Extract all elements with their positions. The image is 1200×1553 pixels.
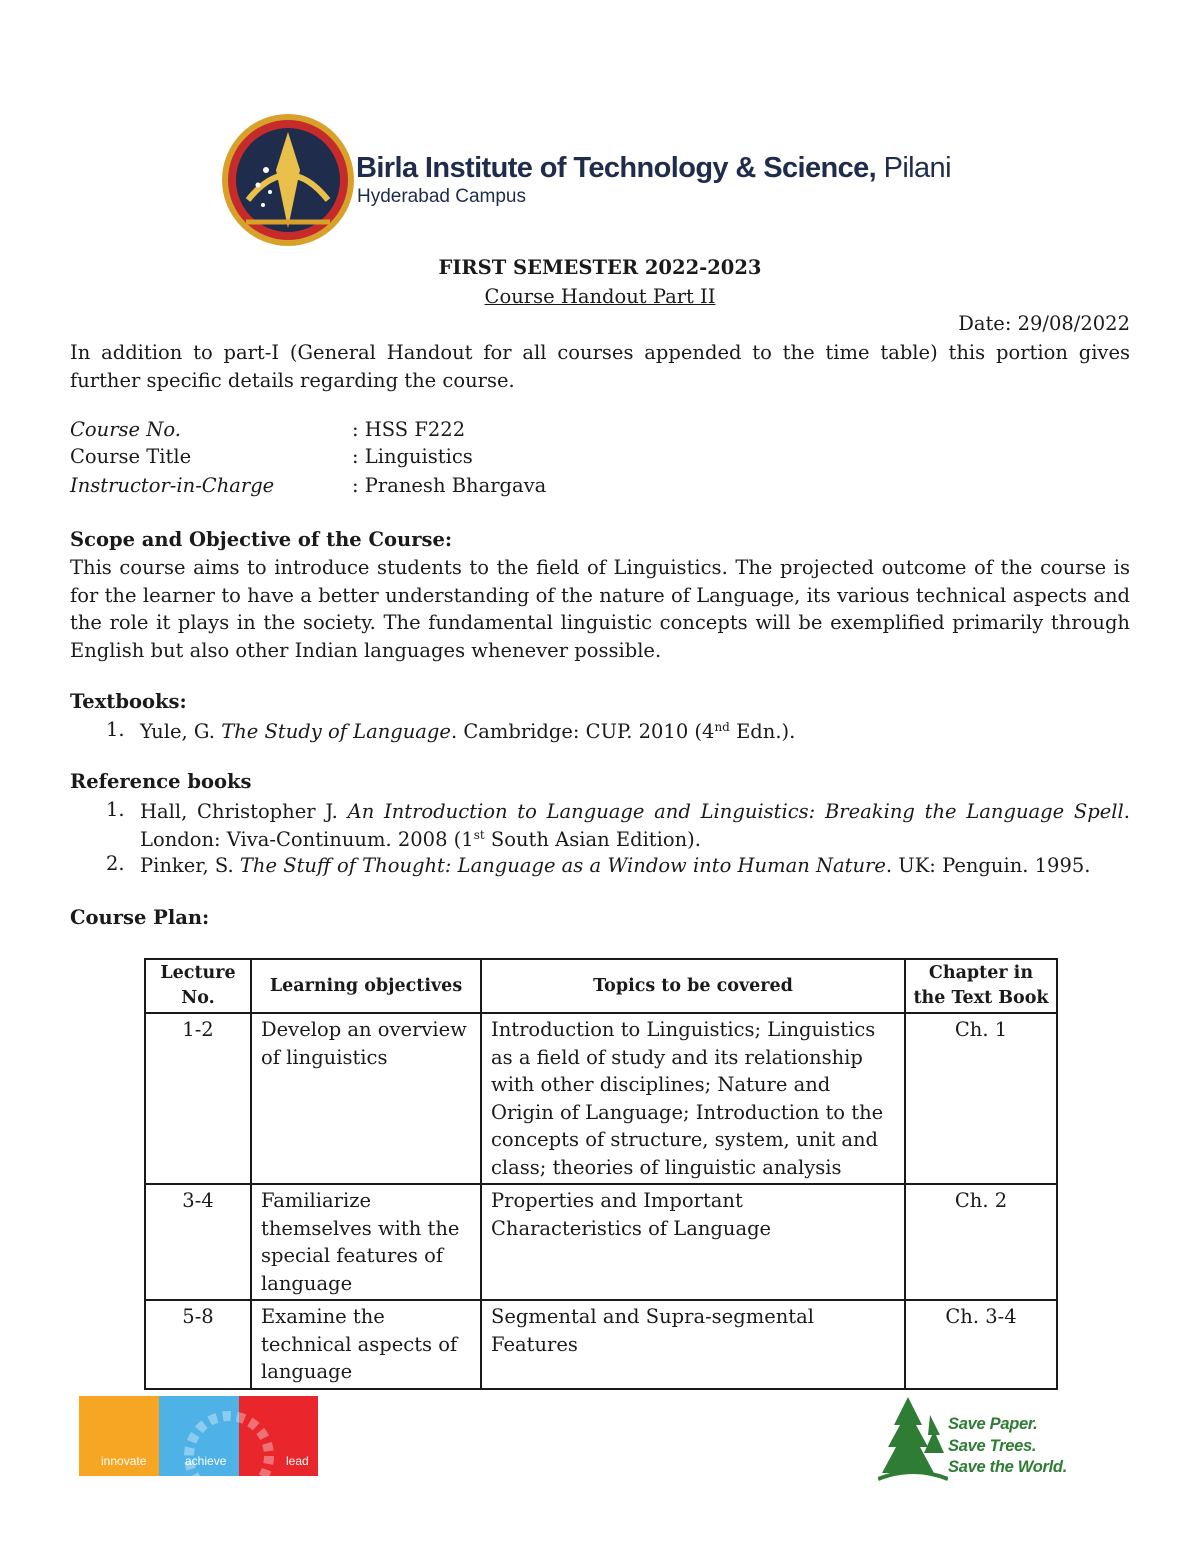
campus-name: Hyderabad Campus bbox=[357, 186, 526, 207]
tree-icon bbox=[878, 1395, 948, 1485]
reference-item bbox=[140, 798, 1130, 853]
topics-cell: Properties and Important Characteristics of Language bbox=[481, 1184, 905, 1300]
save-trees-text: Save Trees. bbox=[948, 1437, 1037, 1455]
reference-number: 2. bbox=[106, 852, 125, 875]
column-header: Chapter in the Text Book bbox=[905, 959, 1057, 1013]
instructor-label: Instructor-in-Charge bbox=[70, 474, 275, 497]
lead-label: lead bbox=[286, 1454, 309, 1468]
objective-cell: Examine the technical aspects of language bbox=[251, 1300, 481, 1389]
course-no-label: Course No. bbox=[70, 418, 181, 441]
references-heading: Reference books bbox=[70, 770, 252, 793]
save-paper-text: Save Paper. bbox=[948, 1415, 1038, 1433]
reference-title: An Introduction to Language and Linguistics: Breaking the Language Spell bbox=[347, 800, 1124, 823]
objective-cell: Develop an overview of linguistics bbox=[251, 1013, 481, 1184]
reference-publisher: . London: Viva-Continuum. 2008 (1 bbox=[140, 800, 1130, 851]
instructor-value: : Pranesh Bhargava bbox=[352, 474, 547, 497]
institute-name bbox=[356, 152, 951, 185]
reference-title: The Stuff of Thought: Language as a Window into Human Nature bbox=[239, 854, 886, 877]
institute-name-text: Birla Institute of Technology & Science, bbox=[356, 152, 877, 184]
achieve-label: achieve bbox=[185, 1454, 227, 1468]
column-header: Topics to be covered bbox=[481, 959, 905, 1013]
table-row bbox=[145, 1184, 1057, 1300]
objective-cell: Familiarize themselves with the special features of language bbox=[251, 1184, 481, 1300]
table-row bbox=[145, 1300, 1057, 1389]
intro-paragraph: In addition to part-I (General Handout for all courses appended to the time table) this portion gives further specific details regarding the course. bbox=[70, 341, 1130, 392]
topics-cell: Introduction to Linguistics; Linguistics as a field of study and its relationship with other disciplines; Nature and Origin of Language; Introduction to the concepts of structure, system, unit and class; theories of linguistic analysis bbox=[481, 1013, 905, 1184]
reference-edition-sup: st bbox=[473, 827, 485, 842]
chapter-cell: Ch. 1 bbox=[905, 1013, 1057, 1184]
course-plan-table bbox=[144, 958, 1058, 1390]
course-title-value: : Linguistics bbox=[352, 445, 473, 468]
textbook-title: The Study of Language bbox=[221, 720, 451, 743]
table-header-row bbox=[145, 959, 1057, 1013]
column-header: Lecture No. bbox=[145, 959, 251, 1013]
reference-edition: South Asian Edition). bbox=[484, 827, 701, 851]
lecture-cell: 5-8 bbox=[145, 1300, 251, 1389]
topics-cell: Segmental and Supra-segmental Features bbox=[481, 1300, 905, 1389]
institute-logo bbox=[218, 110, 978, 250]
textbook-edition-sup: nd bbox=[714, 720, 730, 734]
textbook-publisher: . Cambridge: CUP. 2010 (4 bbox=[450, 720, 715, 743]
lecture-cell: 1-2 bbox=[145, 1013, 251, 1184]
textbook-item bbox=[140, 718, 1130, 746]
save-world-text: Save the World. bbox=[948, 1458, 1067, 1476]
chapter-cell: Ch. 2 bbox=[905, 1184, 1057, 1300]
course-no-value: : HSS F222 bbox=[352, 418, 466, 441]
textbook-edition: Edn.). bbox=[729, 720, 796, 743]
innovate-achieve-lead-banner bbox=[79, 1396, 318, 1476]
reference-number: 1. bbox=[106, 798, 125, 821]
lecture-cell: 3-4 bbox=[145, 1184, 251, 1300]
institute-city-text: Pilani bbox=[883, 152, 951, 184]
reference-item bbox=[140, 852, 1130, 880]
course-title-label: Course Title bbox=[70, 445, 192, 468]
chapter-cell: Ch. 3-4 bbox=[905, 1300, 1057, 1389]
handout-title: Course Handout Part II bbox=[484, 285, 716, 308]
column-header: Learning objectives bbox=[251, 959, 481, 1013]
scope-paragraph: This course aims to introduce students to the field of Linguistics. The projected outcome of the course is for the learner to have a better understanding of the nature of Language, its various technical aspects and the role it plays in the society. The fundamental linguistic concepts will be exemplified primarily through English but also other Indian languages whenever possible. bbox=[70, 556, 1130, 662]
handout-date: Date: 29/08/2022 bbox=[958, 312, 1130, 335]
bits-emblem-icon bbox=[218, 110, 358, 250]
scope-heading: Scope and Objective of the Course: bbox=[70, 528, 453, 551]
textbooks-heading: Textbooks: bbox=[70, 690, 187, 713]
innovate-label: innovate bbox=[101, 1454, 147, 1468]
reference-publisher: . UK: Penguin. 1995. bbox=[885, 854, 1091, 877]
semester-title: FIRST SEMESTER 2022-2023 bbox=[438, 256, 762, 279]
textbook-author: Yule, G. bbox=[140, 720, 222, 743]
reference-author: Hall, Christopher J. bbox=[140, 800, 348, 823]
reference-author: Pinker, S. bbox=[140, 854, 240, 877]
table-row bbox=[145, 1013, 1057, 1184]
textbook-number: 1. bbox=[106, 718, 125, 741]
save-paper-logo bbox=[878, 1395, 1068, 1485]
course-plan-heading: Course Plan: bbox=[70, 906, 210, 929]
